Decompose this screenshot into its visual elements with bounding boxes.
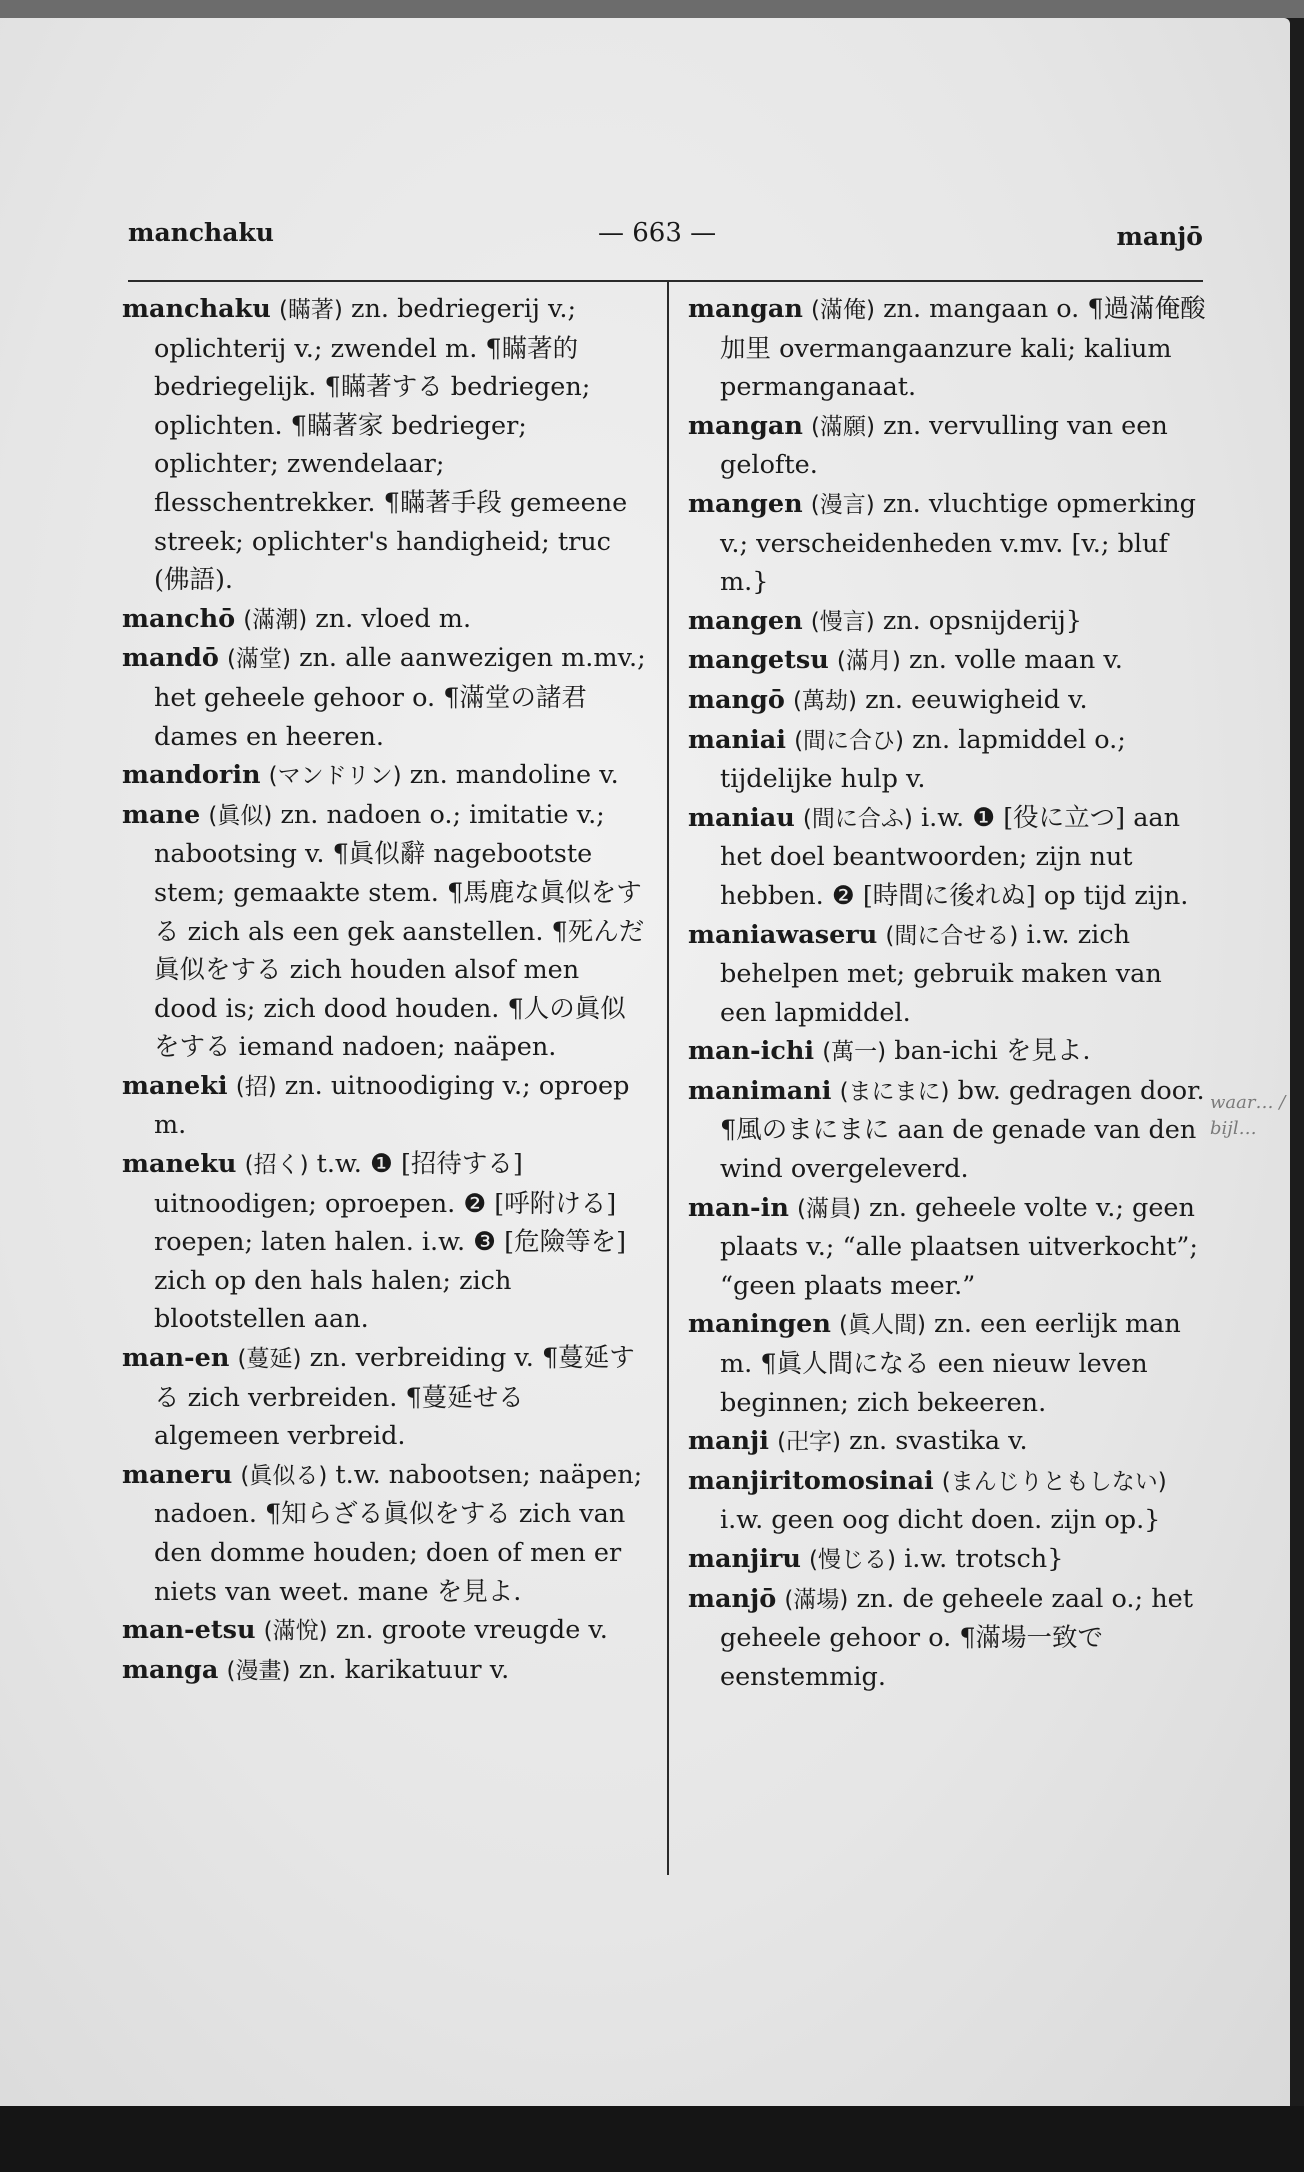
headword: mangetsu [688, 645, 829, 676]
entry [688, 1072, 1216, 1189]
kanji: (間に合ふ) [802, 805, 913, 832]
definition: zn. vluchtige opmerking v.; verscheidenheden v.mv. [v.; bluf m.} [720, 488, 1196, 598]
definition: i.w. geen oog dicht doen. zijn op.} [720, 1505, 1161, 1536]
definition: t.w. ❶ [招待する] uitnoodigen; oproepen. ❷ [呼附ける] roepen; laten halen. i.w. ❸ [危險等を] zich op den hals halen; zich blootstellen aan. [154, 1149, 627, 1335]
headword: mangan [688, 294, 803, 324]
kanji: (間に合せる) [885, 922, 1019, 949]
scan-edge-top [0, 0, 1304, 18]
entry [122, 796, 647, 1067]
definition: zn. opsnijderij} [882, 605, 1083, 636]
kanji: (招) [235, 1073, 277, 1100]
definition: zn. verbreiding v. ¶蔓延する zich verbreiden. ¶蔓延せる algemeen verbreid. [154, 1343, 635, 1452]
kanji: (卍字) [777, 1429, 842, 1456]
definition: zn. volle maan v. [908, 645, 1123, 676]
entry [688, 290, 1216, 407]
right-guide-word: manjō [1116, 222, 1203, 251]
kanji: (萬劫) [793, 687, 857, 714]
definition: zn. uitnoodiging v.; oproep m. [154, 1070, 630, 1141]
definition: i.w. trotsch} [904, 1544, 1064, 1574]
entry [688, 681, 1216, 721]
headword: manga [122, 1654, 219, 1685]
headword: maningen [688, 1309, 831, 1340]
definition: zn. mandoline v. [409, 760, 619, 791]
header-rule [128, 280, 1203, 282]
kanji: (漫言) [810, 491, 875, 518]
page-header [128, 218, 1203, 258]
kanji: (滿願) [811, 413, 875, 440]
kanji: (瞞著) [278, 297, 343, 323]
headword: mandorin [122, 760, 261, 791]
kanji: (萬一) [822, 1039, 887, 1066]
entry [122, 600, 647, 640]
right-column [688, 290, 1216, 1696]
entry [688, 407, 1216, 485]
headword: maneru [122, 1459, 233, 1490]
headword: man-etsu [122, 1615, 256, 1646]
definition: i.w. ❶ [役に立つ] aan het doel beantwoorden; zijn nut hebben. ❷ [時間に後れぬ] op tijd zijn. [720, 802, 1189, 911]
entry [688, 1189, 1216, 1306]
definition: zn. groote vreugde v. [335, 1615, 608, 1646]
headword: maniau [688, 802, 795, 833]
kanji: (滿月) [836, 648, 901, 675]
definition: i.w. zich behelpen met; gebruik maken van een lapmiddel. [720, 919, 1162, 1028]
kanji: (滿俺) [811, 297, 875, 323]
entry [688, 641, 1216, 681]
headword: manjō [688, 1583, 777, 1614]
definition: bw. gedragen door. ¶風のまにまに aan de genade van den wind overgeleverd. [720, 1075, 1205, 1185]
entry [688, 1540, 1216, 1580]
entry [122, 1339, 647, 1456]
headword: manjiru [688, 1544, 801, 1574]
headword: maniawaseru [688, 919, 878, 950]
definition: zn. geheele volte v.; geen plaats v.; “alle plaatsen uitverkocht”; “geen plaats meer.” [720, 1192, 1198, 1301]
headword: mane [122, 799, 201, 830]
definition: zn. eeuwigheid v. [865, 684, 1088, 715]
kanji: (眞似) [208, 802, 273, 829]
entry [688, 485, 1216, 602]
headword: maniai [688, 724, 786, 755]
definition: zn. bedriegerij v.; oplichterij v.; zwendel m. ¶瞞著的 bedriegelijk. ¶瞞著する bedriegen; oplichten. ¶瞞著家 bedrieger; oplichter; zwendelaar; flesschentrekker. ¶瞞著手段 gemeene streek; oplichter's handigheid; truc (佛語). [154, 294, 628, 596]
kanji: (滿潮) [243, 606, 308, 633]
entry [688, 1305, 1216, 1422]
definition: zn. een eerlijk man m. ¶眞人間になる een nieuw leven beginnen; zich bekeeren. [720, 1309, 1181, 1418]
headword: mangō [688, 684, 785, 715]
entry [688, 602, 1216, 642]
definition: zn. mangaan o. ¶過滿俺酸加里 overmangaanzure kali; kalium permanganaat. [720, 294, 1206, 403]
kanji: (マンドリン) [268, 763, 402, 790]
headword: man-ichi [688, 1036, 815, 1067]
entry [688, 1462, 1216, 1540]
kanji: (蔓延) [237, 1346, 302, 1373]
handwritten-margin-note: waar… / bijl… [1210, 1092, 1286, 1139]
headword: manimani [688, 1075, 832, 1106]
kanji: (招く) [244, 1152, 309, 1179]
headword: man-en [122, 1343, 230, 1374]
entry [688, 1422, 1216, 1462]
headword: man-in [688, 1192, 789, 1223]
entry [688, 1032, 1216, 1072]
headword: manji [688, 1426, 769, 1457]
entry [122, 639, 647, 756]
column-divider [667, 282, 669, 1875]
definition: zn. vloed m. [315, 603, 472, 634]
definition: t.w. nabootsen; naäpen; nadoen. ¶知らざる眞似をする zich van den domme houden; doen of men er niets van weet. mane を見よ. [154, 1459, 643, 1607]
kanji: (滿場) [784, 1586, 849, 1613]
left-guide-word: manchaku [128, 218, 274, 247]
definition: zn. vervulling van een gelofte. [720, 410, 1168, 481]
definition: zn. de geheele zaal o.; het geheele gehoor o. ¶滿場一致で eenstemmig. [720, 1583, 1193, 1692]
headword: manchō [122, 603, 236, 634]
kanji: (漫畫) [226, 1657, 291, 1684]
entry [688, 916, 1216, 1033]
headword: manchaku [122, 294, 271, 324]
definition: zn. nadoen o.; imitatie v.; nabootsing v. ¶眞似辭 nagebootste stem; gemaakte stem. ¶馬鹿な眞似をする zich als een gek aanstellen. ¶死んだ眞似をする zich houden alsof men dood is; zich dood houden. ¶人の眞似をする iemand nadoen; naäpen. [154, 799, 645, 1063]
headword: mangan [688, 410, 803, 441]
scan-edge-bottom [0, 2106, 1304, 2172]
definition: zn. svastika v. [849, 1426, 1028, 1457]
entry [122, 1145, 647, 1339]
entry [122, 1611, 647, 1651]
entry [122, 1456, 647, 1611]
kanji: (滿悅) [263, 1618, 328, 1645]
definition: ban-ichi を見よ. [894, 1036, 1091, 1067]
definition: zn. karikatuur v. [298, 1654, 510, 1685]
kanji: (間に合ひ) [794, 727, 905, 754]
page-number: — 663 — [598, 218, 717, 248]
definition: zn. lapmiddel o.; tijdelijke hulp v. [720, 724, 1126, 795]
entry [688, 1580, 1216, 1697]
definition: zn. alle aanwezigen m.mv.; het geheele gehoor o. ¶滿堂の諸君 dames en heeren. [154, 643, 646, 752]
entry [122, 756, 647, 796]
headword: mangen [688, 605, 803, 636]
kanji: (眞似る) [240, 1462, 328, 1489]
entry [688, 799, 1216, 916]
headword: mangen [688, 488, 803, 519]
headword: manjiritomosinai [688, 1465, 934, 1496]
entry [688, 721, 1216, 799]
entry [122, 1067, 647, 1145]
kanji: (滿堂) [227, 646, 291, 673]
kanji: (慢じる) [809, 1547, 896, 1573]
headword: maneki [122, 1070, 228, 1101]
kanji: (まんじりともしない) [941, 1468, 1167, 1495]
kanji: (眞人間) [838, 1312, 926, 1339]
entry [122, 1651, 647, 1691]
kanji: (慢言) [810, 608, 875, 635]
left-column [122, 290, 647, 1690]
headword: mandō [122, 643, 219, 674]
kanji: (まにまに) [839, 1078, 950, 1105]
kanji: (滿員) [796, 1195, 861, 1222]
entry [122, 290, 647, 600]
headword: maneku [122, 1149, 237, 1180]
